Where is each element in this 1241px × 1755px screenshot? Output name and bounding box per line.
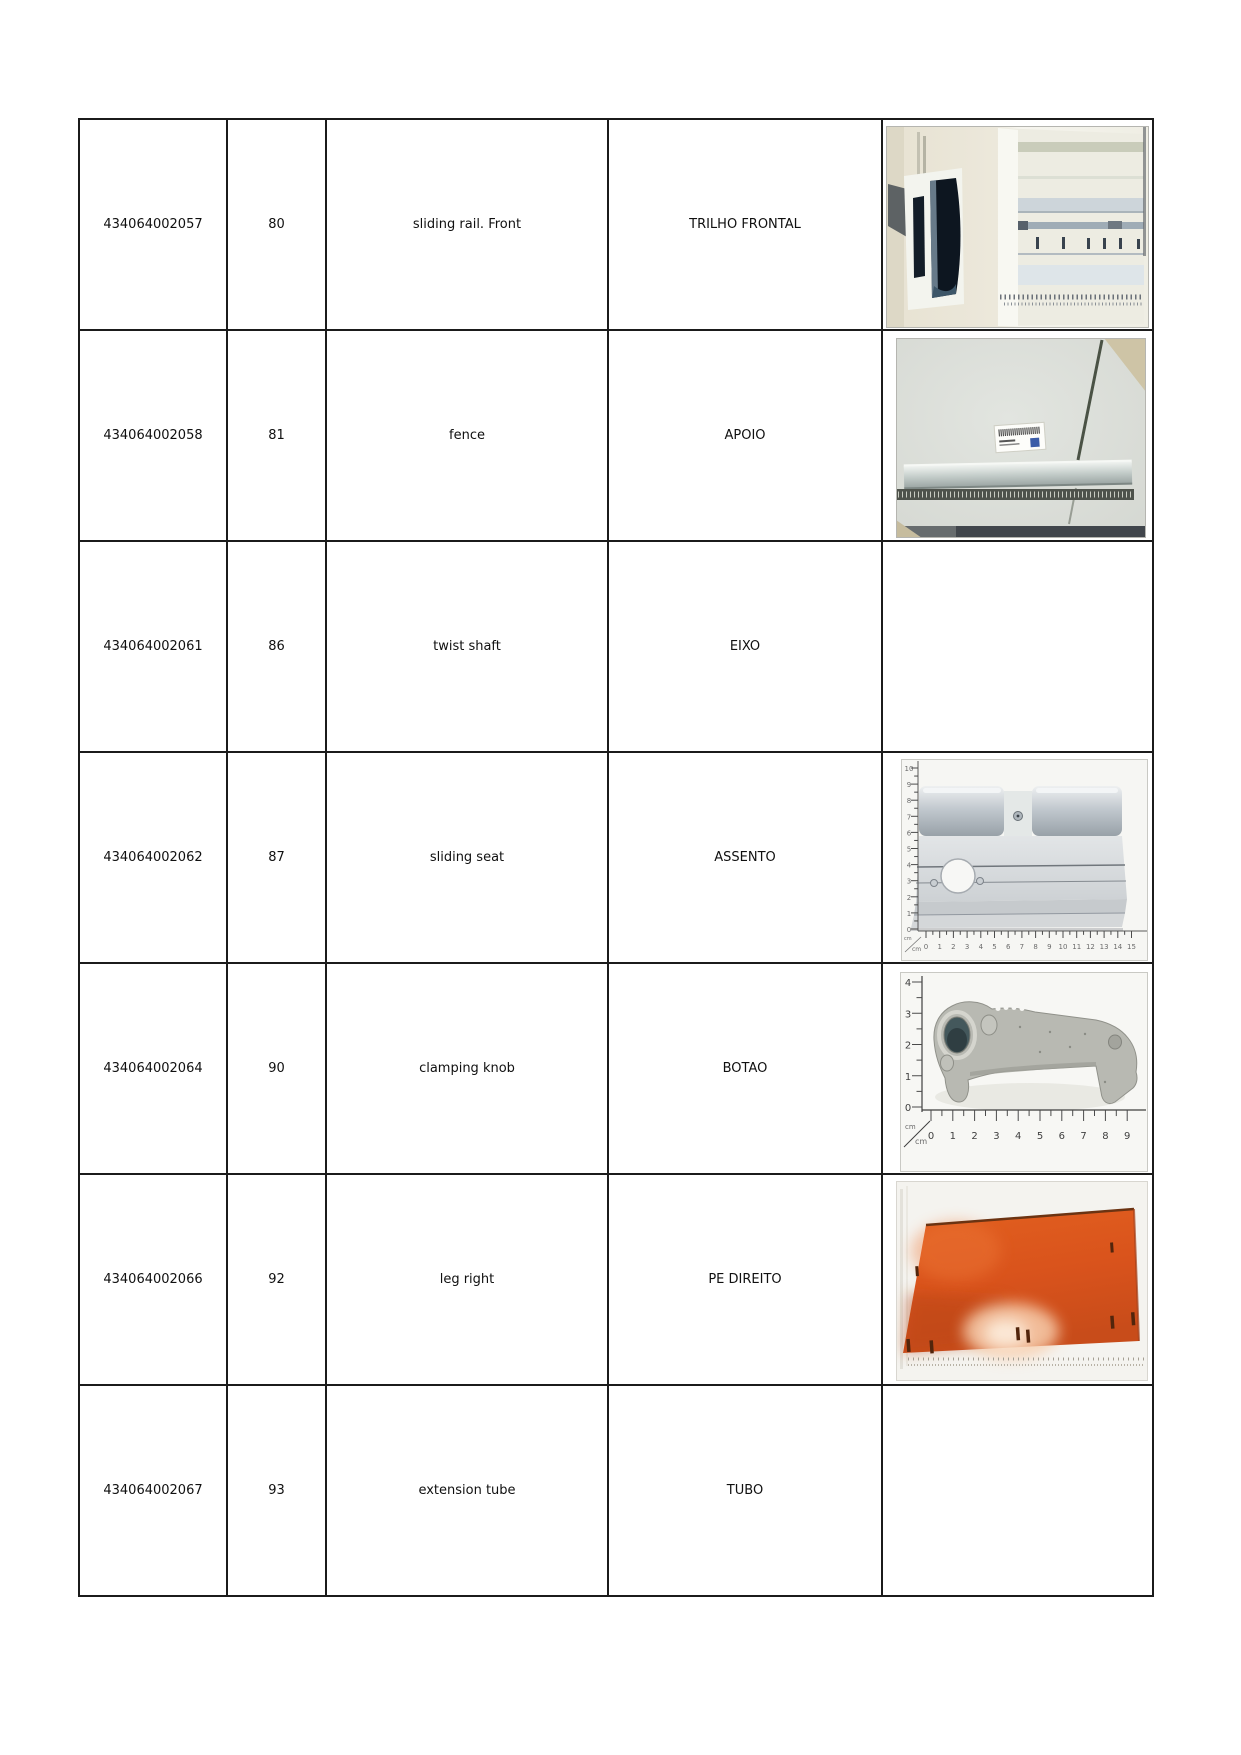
svg-text:5: 5 bbox=[906, 845, 912, 853]
brand-logo bbox=[1030, 438, 1040, 448]
svg-text:2: 2 bbox=[906, 893, 912, 902]
foot-hole bbox=[1109, 1035, 1122, 1049]
cell-description-pt bbox=[608, 330, 882, 541]
part-number: 434064002058 bbox=[103, 428, 203, 443]
cell-part-number bbox=[79, 752, 227, 963]
fence-photo bbox=[896, 338, 1146, 538]
svg-text:4: 4 bbox=[1015, 1130, 1022, 1142]
svg-text:3: 3 bbox=[904, 1008, 912, 1020]
cell-position bbox=[227, 752, 326, 963]
svg-text:9: 9 bbox=[1047, 942, 1052, 951]
svg-text:2: 2 bbox=[951, 942, 956, 951]
svg-text:10: 10 bbox=[904, 764, 914, 773]
table-row bbox=[79, 119, 1153, 330]
svg-text:1: 1 bbox=[904, 1071, 912, 1083]
position-number: 81 bbox=[268, 428, 285, 443]
description-en: sliding rail. Front bbox=[412, 217, 522, 232]
large-hole bbox=[941, 859, 975, 893]
cell-part-number bbox=[79, 1174, 227, 1385]
cell-description-en bbox=[326, 1385, 608, 1596]
cell-description-en bbox=[326, 541, 608, 752]
cell-description-pt bbox=[608, 541, 882, 752]
position-number: 93 bbox=[268, 1483, 285, 1498]
cell-position bbox=[227, 1174, 326, 1385]
part-number: 434064002061 bbox=[103, 639, 203, 654]
svg-text:4: 4 bbox=[906, 861, 912, 870]
description-en: leg right bbox=[439, 1272, 495, 1287]
cell-position bbox=[227, 330, 326, 541]
svg-text:12: 12 bbox=[1085, 942, 1095, 951]
position-number: 80 bbox=[268, 217, 285, 232]
clamping-knob-photo bbox=[900, 972, 1148, 1172]
cell-part-number bbox=[79, 119, 227, 330]
part-number: 434064002067 bbox=[103, 1483, 203, 1498]
screw-hole bbox=[931, 879, 938, 886]
aluminum-bar bbox=[904, 460, 1132, 490]
description-pt: APOIO bbox=[724, 428, 766, 443]
part-number: 434064002062 bbox=[103, 850, 203, 865]
leg-panel bbox=[903, 1209, 1139, 1359]
svg-text:3: 3 bbox=[906, 877, 912, 886]
table-row bbox=[79, 330, 1153, 541]
position-number: 92 bbox=[268, 1272, 285, 1287]
description-pt: TUBO bbox=[726, 1483, 764, 1498]
svg-text:14: 14 bbox=[1113, 942, 1123, 951]
svg-text:2: 2 bbox=[904, 1040, 912, 1051]
cell-part-number bbox=[79, 1385, 227, 1596]
svg-text:5: 5 bbox=[992, 942, 997, 951]
description-en: clamping knob bbox=[419, 1061, 515, 1076]
svg-text:5: 5 bbox=[1036, 1130, 1044, 1142]
svg-text:0: 0 bbox=[923, 942, 929, 951]
cell-description-en bbox=[326, 119, 608, 330]
svg-text:1: 1 bbox=[937, 942, 942, 951]
svg-text:7: 7 bbox=[1019, 942, 1025, 951]
svg-text:13: 13 bbox=[1099, 942, 1109, 951]
svg-text:4: 4 bbox=[904, 977, 912, 989]
description-pt: EIXO bbox=[729, 639, 761, 654]
description-en: twist shaft bbox=[433, 639, 501, 654]
svg-text:0: 0 bbox=[904, 1102, 912, 1114]
sliding-rail-photo bbox=[886, 126, 1149, 328]
svg-text:15: 15 bbox=[1127, 942, 1136, 951]
svg-text:6: 6 bbox=[1058, 1130, 1065, 1142]
cell-description-en bbox=[326, 330, 608, 541]
cell-photo bbox=[882, 1174, 1153, 1385]
screw-hole bbox=[977, 877, 984, 884]
svg-text:4: 4 bbox=[978, 942, 984, 951]
svg-text:6: 6 bbox=[1005, 942, 1011, 951]
cell-description-pt bbox=[608, 963, 882, 1174]
cell-description-en bbox=[326, 963, 608, 1174]
boss bbox=[981, 1015, 997, 1035]
cell-photo-empty bbox=[882, 1385, 1153, 1596]
cell-photo bbox=[882, 330, 1153, 541]
svg-text:3: 3 bbox=[993, 1130, 1000, 1142]
svg-text:2: 2 bbox=[971, 1130, 978, 1142]
cell-part-number bbox=[79, 330, 227, 541]
description-pt: ASSENTO bbox=[714, 850, 776, 865]
description-en: sliding seat bbox=[429, 850, 505, 865]
cell-photo bbox=[882, 963, 1153, 1174]
svg-text:8: 8 bbox=[1033, 942, 1038, 951]
barcode-label bbox=[994, 422, 1046, 452]
svg-text:10: 10 bbox=[1058, 942, 1068, 951]
cell-photo-empty bbox=[882, 541, 1153, 752]
cell-position bbox=[227, 541, 326, 752]
svg-text:9: 9 bbox=[1124, 1130, 1131, 1142]
svg-text:11: 11 bbox=[1072, 942, 1082, 951]
description-pt: BOTAO bbox=[722, 1061, 768, 1076]
svg-text:8: 8 bbox=[906, 796, 912, 805]
svg-text:7: 7 bbox=[1080, 1130, 1087, 1142]
table-row bbox=[79, 1385, 1153, 1596]
cell-description-pt bbox=[608, 752, 882, 963]
cell-position bbox=[227, 1385, 326, 1596]
cell-photo bbox=[882, 752, 1153, 963]
unit-label: cm bbox=[905, 1122, 916, 1131]
description-pt: PE DIREITO bbox=[708, 1272, 782, 1287]
position-number: 87 bbox=[268, 850, 285, 865]
part-number: 434064002064 bbox=[103, 1061, 203, 1076]
svg-text:0: 0 bbox=[906, 925, 912, 934]
position-number: 86 bbox=[268, 639, 285, 654]
sliding-seat-photo bbox=[901, 759, 1148, 961]
svg-text:0: 0 bbox=[927, 1130, 935, 1142]
cell-description-en bbox=[326, 1174, 608, 1385]
cell-position bbox=[227, 963, 326, 1174]
svg-text:9: 9 bbox=[906, 780, 912, 789]
cell-description-pt bbox=[608, 1385, 882, 1596]
cell-part-number bbox=[79, 963, 227, 1174]
part-number: 434064002057 bbox=[103, 217, 203, 232]
leg-right-photo bbox=[896, 1181, 1148, 1381]
unit-label: cm bbox=[904, 935, 912, 942]
table-row bbox=[79, 1174, 1153, 1385]
svg-text:1: 1 bbox=[906, 909, 912, 918]
svg-text:1: 1 bbox=[949, 1130, 956, 1142]
table-row bbox=[79, 963, 1153, 1174]
description-pt: TRILHO FRONTAL bbox=[689, 217, 801, 232]
unit-label: cm bbox=[915, 1136, 928, 1146]
cell-position bbox=[227, 119, 326, 330]
svg-text:8: 8 bbox=[1102, 1130, 1109, 1142]
description-en: extension tube bbox=[418, 1483, 516, 1498]
cell-description-pt bbox=[608, 119, 882, 330]
unit-label: cm bbox=[912, 945, 922, 953]
svg-text:6: 6 bbox=[906, 828, 912, 837]
part-number: 434064002066 bbox=[103, 1272, 203, 1287]
table-row bbox=[79, 541, 1153, 752]
svg-text:3: 3 bbox=[964, 942, 970, 951]
table-row bbox=[79, 752, 1153, 963]
position-number: 90 bbox=[268, 1061, 285, 1076]
cell-part-number bbox=[79, 541, 227, 752]
description-en: fence bbox=[449, 428, 485, 443]
seat-part bbox=[911, 786, 1127, 931]
parts-table bbox=[78, 118, 1154, 1597]
cell-description-en bbox=[326, 752, 608, 963]
cell-photo bbox=[882, 119, 1153, 330]
svg-text:7: 7 bbox=[906, 812, 912, 821]
cell-description-pt bbox=[608, 1174, 882, 1385]
